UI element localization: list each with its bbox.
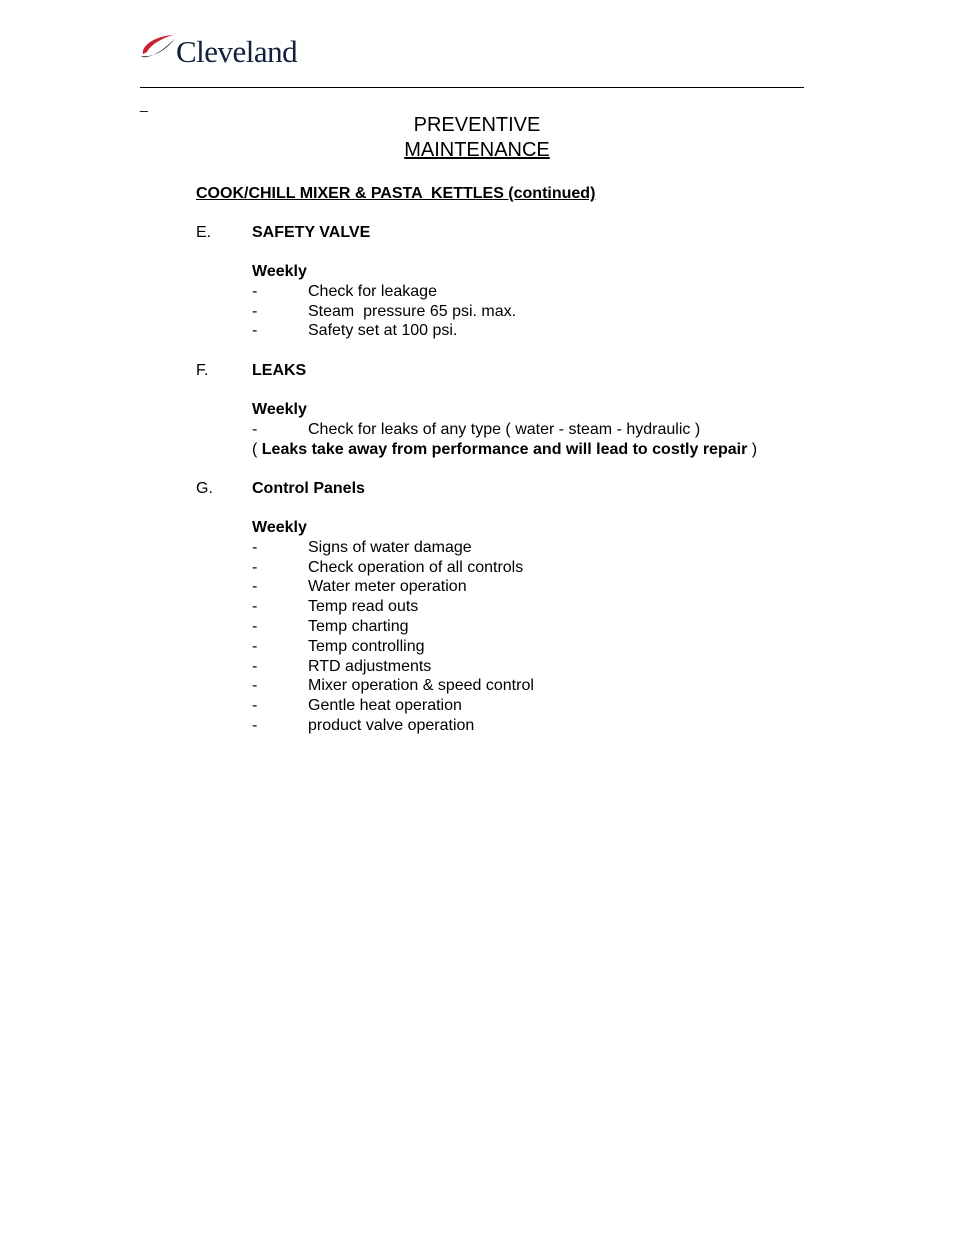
brand-name: Cleveland [176, 34, 298, 69]
swoosh-logo-icon [139, 32, 179, 62]
list-item: Water meter operation [308, 578, 467, 596]
list-item: Temp charting [308, 618, 409, 635]
bullet-mark: - [252, 618, 258, 635]
note-close-paren: ) [747, 440, 758, 458]
list-item: product valve operation [308, 717, 475, 734]
note-open-paren: ( [252, 440, 262, 458]
bullet-mark: - [252, 538, 258, 556]
bullet-mark: - [252, 302, 258, 320]
list-item: Check operation of all controls [308, 558, 524, 576]
list-item: Mixer operation & speed control [308, 677, 534, 695]
bullet-mark: - [252, 420, 258, 438]
bullet-mark: - [252, 677, 258, 695]
page-title-line2: MAINTENANCE [404, 139, 550, 161]
bullet-mark: - [252, 558, 258, 576]
bullet-mark: - [252, 657, 258, 675]
page-title-line1: PREVENTIVE [413, 114, 541, 136]
section-title: LEAKS [252, 362, 307, 379]
section-letter: E. [196, 224, 212, 241]
list-item: Temp controlling [308, 637, 425, 655]
list-item: Signs of water damage [308, 538, 472, 556]
section-title: Control Panels [252, 480, 365, 497]
header-dash: _ [140, 96, 148, 112]
bullet-mark: - [252, 282, 258, 300]
list-item: Steam pressure 65 psi. max. [308, 302, 517, 320]
brand-logo [139, 30, 329, 76]
section-letter: F. [196, 362, 209, 379]
section-note [252, 440, 757, 459]
list-item: Temp read outs [308, 598, 419, 616]
bullet-mark: - [252, 697, 258, 715]
section-frequency: Weekly [252, 519, 307, 536]
list-item: Safety set at 100 psi. [308, 322, 458, 340]
section-title: SAFETY VALVE [252, 224, 371, 241]
list-item: RTD adjustments [308, 657, 432, 675]
bullet-mark: - [252, 322, 258, 340]
bullet-mark: - [252, 578, 258, 596]
list-item: Check for leakage [308, 282, 437, 300]
note-bold-text: Leaks take away from performance and will lead to costly repair [261, 440, 748, 458]
section-frequency: Weekly [252, 401, 307, 418]
header-divider [140, 87, 804, 88]
list-item: Check for leaks of any type ( water - steam - hydraulic ) [308, 420, 701, 438]
bullet-mark: - [252, 717, 258, 734]
bullet-mark: - [252, 598, 258, 616]
bullet-mark: - [252, 637, 258, 655]
page-subtitle: COOK/CHILL MIXER & PASTA KETTLES (continued) [196, 185, 596, 202]
section-letter: G. [196, 480, 213, 497]
section-frequency: Weekly [252, 263, 307, 280]
list-item: Gentle heat operation [308, 697, 462, 715]
